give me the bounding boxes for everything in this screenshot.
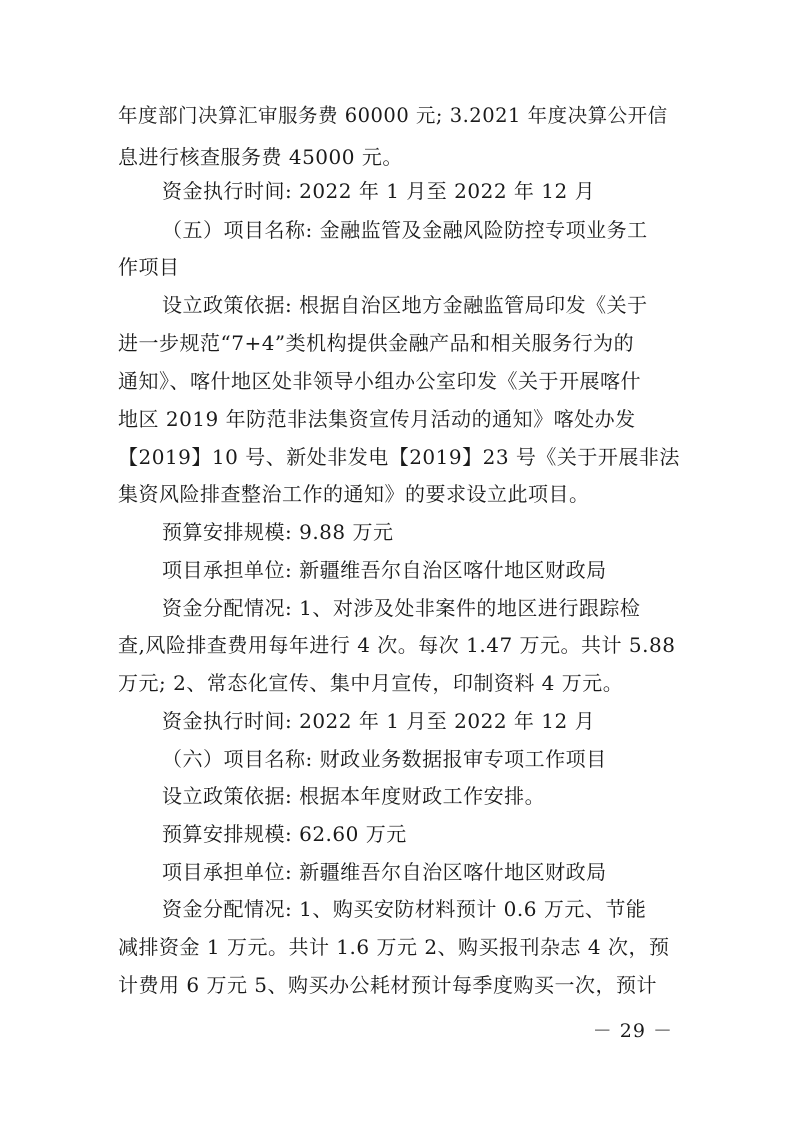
body-line: 万元; 2、常态化宣传、集中月宣传，印制资料 4 万元。 <box>118 671 624 695</box>
body-line: 地区 2019 年防范非法集资宣传月活动的通知》喀处办发 <box>118 407 636 431</box>
body-line: 项目承担单位: 新疆维吾尔自治区喀什地区财政局 <box>162 558 607 582</box>
body-line: 年度部门决算汇审服务费 60000 元; 3.2021 年度决算公开信 <box>118 104 668 127</box>
body-line: 项目承担单位: 新疆维吾尔自治区喀什地区财政局 <box>162 860 607 884</box>
body-line: 预算安排规模: 62.60 万元 <box>162 822 407 846</box>
page-number: － 29 － <box>592 1020 673 1042</box>
body-line: 通知》、喀什地区处非领导小组办公室印发《关于开展喀什 <box>118 369 641 393</box>
body-line: 计费用 6 万元 5、购买办公耗材预计每季度购买一次，预计 <box>118 973 658 997</box>
body-line: 资金执行时间: 2022 年 1 月至 2022 年 12 月 <box>162 709 596 733</box>
body-line: 资金执行时间: 2022 年 1 月至 2022 年 12 月 <box>162 179 596 203</box>
body-line: 进一步规范“7+4”类机构提供金融产品和相关服务行为的 <box>118 331 635 355</box>
body-line: 预算安排规模: 9.88 万元 <box>162 520 394 544</box>
body-line: 设立政策依据: 根据本年度财政工作安排。 <box>162 784 546 808</box>
body-line: 资金分配情况: 1、对涉及处非案件的地区进行跟踪检 <box>162 596 641 620</box>
section-heading-6: （六）项目名称: 财政业务数据报审专项工作项目 <box>162 747 607 771</box>
body-line: 资金分配情况: 1、购买安防材料预计 0.6 万元、节能 <box>162 897 647 921</box>
section-heading-5: （五）项目名称: 金融监管及金融风险防控专项业务工 <box>162 218 648 242</box>
body-line: 减排资金 1 万元。共计 1.6 万元 2、购买报刊杂志 4 次，预 <box>118 935 670 959</box>
body-line: 查,风险排查费用每年进行 4 次。每次 1.47 万元。共计 5.88 <box>118 633 676 657</box>
body-line: 设立政策依据: 根据自治区地方金融监管局印发《关于 <box>162 293 648 317</box>
body-line: 息进行核查服务费 45000 元。 <box>118 145 403 169</box>
body-line: 作项目 <box>118 255 180 279</box>
body-line: 【2019】10 号、新处非发电【2019】23 号《关于开展非法 <box>118 445 680 469</box>
body-line: 集资风险排查整治工作的通知》的要求设立此项目。 <box>118 482 590 506</box>
